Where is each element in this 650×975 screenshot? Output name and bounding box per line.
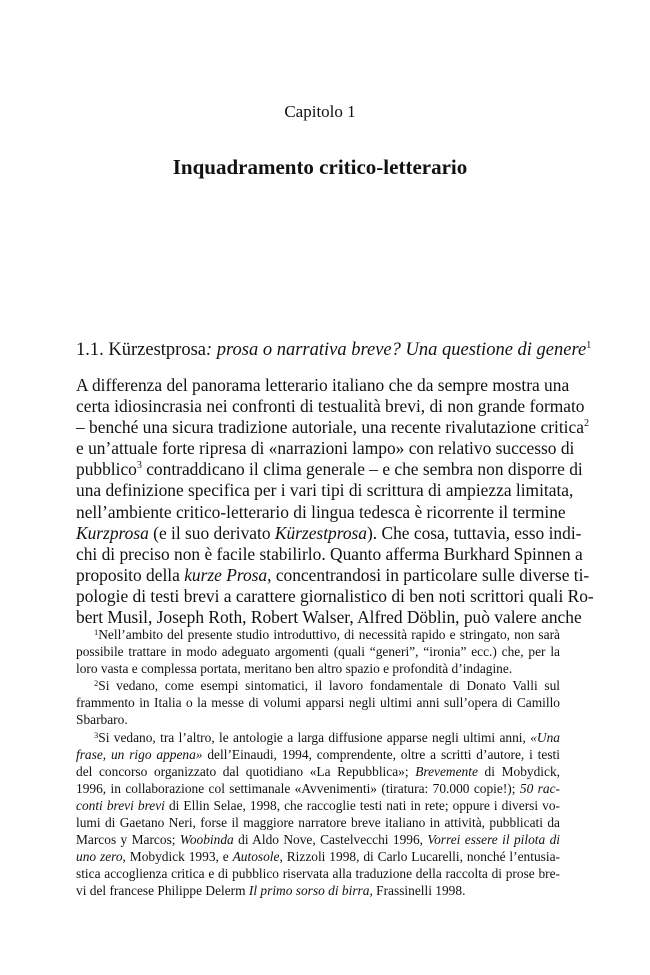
body-line: – benché una sicura tradizione autoriale, una recente rivalutazione critica$^2$ [76, 417, 589, 438]
footnote-2-line: Sbarbaro. [76, 712, 128, 728]
body-line: pubblico$^3$ contraddicano il clima generale – e che sembra non disporre di [76, 459, 583, 480]
footnote-mark: 3 [94, 729, 99, 740]
footnote-2-line: $^2$Si vedano, come esempi sintomatici, il lavoro fondamentale di Donato Valli sul [94, 678, 560, 694]
body-line: proposito della kurze Prosa, concentrandosi in particolare sulle diverse ti- [76, 564, 590, 585]
footnote-1-line: possibile trattare in modo adeguato argomenti (quali “generi”, “ironia” ecc.) che, per la [76, 644, 560, 660]
section-subtitle: : prosa o narrativa breve? Una questione di genere [205, 340, 587, 361]
section-number: 1.1. [76, 340, 104, 361]
footnote-3-line: vi del francese Philippe Delerm Il primo sorso di birra, Frassinelli 1998. [76, 883, 466, 899]
footnotes [76, 626, 560, 900]
section-term: Kürzestprosa [108, 340, 206, 361]
footnote-3-line: conti brevi brevi di Ellin Selae, 1998, che raccoglie testi nati in rete; oppure i diversi vo- [76, 797, 560, 813]
footnote-mark: 1 [94, 627, 99, 637]
footnote-ref: 2 [583, 418, 589, 430]
section-heading [76, 340, 592, 361]
body-line: e un’attuale forte ripresa di «narrazioni lampo» con relativo successo di [76, 438, 575, 459]
body-line: certa idiosincrasia nei confronti di testualità brevi, di non grande formato [76, 396, 585, 417]
footnote-3-line: frase, un rigo appena» dell’Einaudi, 1994, comprendente, oltre a scritti d’autore, i testi [76, 746, 560, 762]
body-line: pologie di testi brevi a carattere giornalistico di ben noti scrittori quali Ro- [76, 585, 594, 606]
footnote-2-line: frammento in Italia o la messe di volumi apparsi negli ultimi anni sull’opera di Camillo [76, 695, 560, 711]
body-line: una definizione specifica per i vari tipi di scrittura di ampiezza limitata, [76, 480, 574, 501]
chapter-label: Capitolo 1 [284, 102, 356, 121]
footnote-ref: 1 [586, 340, 592, 351]
footnote-3-line: del concorso organizzato dal quotidiano «La Repubblica»; Brevemente di Mobydick, [76, 763, 560, 779]
footnote-1-line: loro vasta e complessa portata, meritano ben altro spazio e profondità d’indagine. [76, 661, 513, 677]
body-text [76, 375, 594, 628]
body-line: Kurzprosa (e il suo derivato Kürzestprosa). Che cosa, tuttavia, esso indi- [76, 522, 582, 543]
body-line: A differenza del panorama letterario italiano che da sempre mostra una [76, 375, 570, 395]
footnote-3-line: Marcos y Marcos; Woobinda di Aldo Nove, Castelvecchi 1996, Vorrei essere il pilota di [76, 832, 560, 848]
footnote-3-line: uno zero, Mobydick 1993, e Autosole, Rizzoli 1998, di Carlo Lucarelli, nonché l’entusia- [76, 849, 560, 865]
footnote-3-line: lumi di Gaetano Neri, forse il maggiore narratore breve italiano in attività, pubblicati da [76, 815, 560, 831]
footnote-1-line: $^1$Nell’ambito del presente studio introduttivo, di necessità rapido e stringato, non sarà [94, 627, 560, 642]
body-line: chi di preciso non è facile stabilirlo. Quanto afferma Burkhard Spinnen a [76, 543, 583, 564]
body-line: nell’ambiente critico-letterario di lingua tedesca è ricorrente il termine [76, 501, 566, 522]
footnote-3-line: $^3$Si vedano, tra l’altro, le antologie a larga diffusione apparse negli ultimi anni, «Una [94, 729, 560, 745]
footnote-mark: 2 [94, 678, 99, 689]
chapter-title: Inquadramento critico-letterario [172, 155, 468, 179]
footnote-3-line: 1996, in collaborazione col settimanale «Avvenimenti» (tiratura: 70.000 copie!); 50 rac- [76, 780, 560, 796]
body-line: bert Musil, Joseph Roth, Robert Walser, Alfred Döblin, può valere anche [76, 607, 582, 628]
footnote-ref: 3 [136, 460, 142, 472]
footnote-3-line: stica accoglienza critica e di pubblico riservata alla traduzione della raccolta di prose bre- [76, 866, 560, 882]
